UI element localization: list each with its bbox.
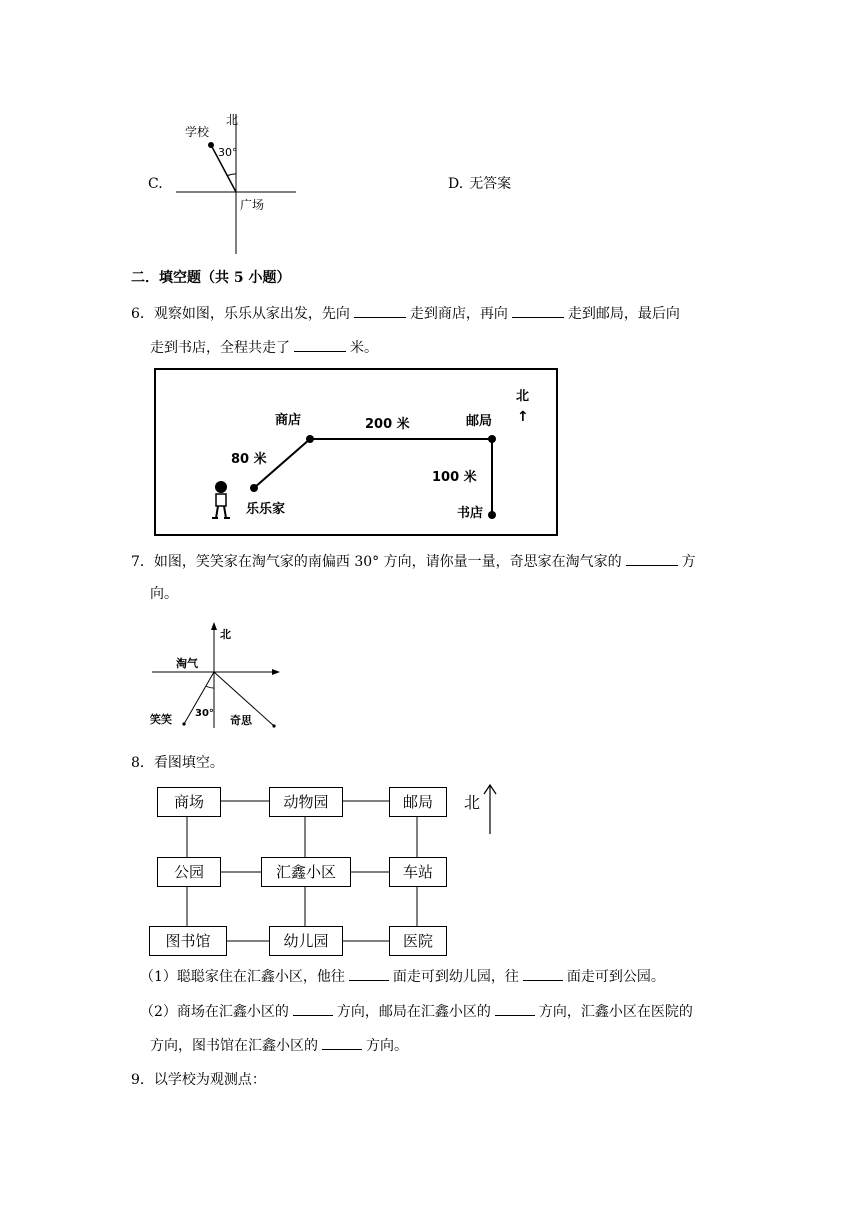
q6-text-3: 走到邮局，最后向 <box>567 306 680 322</box>
place-post-office: 邮局 <box>389 787 447 817</box>
place-kindergarten: 幼儿园 <box>269 926 343 956</box>
c-north-text: 北 <box>226 113 239 127</box>
q7-figure <box>148 620 284 732</box>
q7-blank-1[interactable] <box>626 551 678 566</box>
q6-shop-text: 商店 <box>275 413 302 428</box>
q7-angle-text: 30° <box>195 708 214 719</box>
q8-s2-blank-1[interactable] <box>293 1001 333 1016</box>
place-library: 图书馆 <box>149 926 227 956</box>
q6-north-text: 北 <box>516 389 530 404</box>
q8-s2-text-a: （2）商场在汇鑫小区的 <box>140 1004 289 1020</box>
q6-dist1-text: 200 米 <box>365 417 410 432</box>
c-square-text: 广场 <box>240 198 265 212</box>
q8-title: 8．看图填空。 <box>131 755 224 771</box>
q8-s1-blank-2[interactable] <box>523 966 563 981</box>
q8-s2-blank-2[interactable] <box>495 1001 535 1016</box>
option-d <box>448 174 511 194</box>
q6-figure <box>150 366 562 538</box>
q8-sub2-line2 <box>150 1035 408 1056</box>
q6-dist2-text: 80 米 <box>231 452 267 467</box>
q6-text-4: 走到书店，全程共走了 <box>150 340 290 356</box>
option-d-text: 无答案 <box>469 176 512 192</box>
option-c-figure <box>176 108 300 256</box>
q8-s2-text-e: 方向。 <box>366 1038 408 1054</box>
q8-sub1 <box>140 966 665 987</box>
q6-blank-3[interactable] <box>294 337 346 352</box>
q8-s2-text-b: 方向，邮局在汇鑫小区的 <box>336 1004 491 1020</box>
q7-qisi-text: 奇思 <box>230 714 252 727</box>
q6-text-2: 走到商店，再向 <box>409 306 508 322</box>
q6-home-text: 乐乐家 <box>246 502 286 517</box>
q6-text-1: 6．观察如图，乐乐从家出发，先向 <box>131 306 350 322</box>
c-angle-text: 30° <box>218 146 238 159</box>
place-zoo: 动物园 <box>269 787 343 817</box>
q6-dist3-text: 100 米 <box>432 470 477 485</box>
q8-s2-blank-3[interactable] <box>322 1035 362 1050</box>
q6-north-arrow: ↑ <box>517 409 529 425</box>
q6-bookstore-text: 书店 <box>457 506 484 521</box>
place-mall: 商场 <box>157 787 221 817</box>
q7-text-1: 7．如图，笑笑家在淘气家的南偏西 30° 方向，请你量一量，奇思家在淘气家的 <box>131 554 622 570</box>
child-icon <box>212 481 230 518</box>
place-park: 公园 <box>157 857 221 887</box>
c-school-text: 学校 <box>185 125 210 139</box>
q8-sub2-line1 <box>140 1001 693 1022</box>
q8-north-text: 北 <box>464 793 481 812</box>
place-hospital: 医院 <box>389 926 447 956</box>
place-huixin-community: 汇鑫小区 <box>261 857 351 887</box>
section-title: 二．填空题（共 5 小题） <box>131 270 291 286</box>
option-c-label: C. <box>148 176 163 192</box>
q6-line1 <box>131 303 680 324</box>
q7-text-3: 向。 <box>150 586 178 602</box>
q7-xiaoxiao-text: 笑笑 <box>150 713 172 726</box>
q6-post-text: 邮局 <box>466 414 493 429</box>
q6-line2 <box>150 337 378 358</box>
q8-s1-text-b: 面走可到幼儿园，往 <box>392 969 519 985</box>
q6-blank-2[interactable] <box>512 303 564 318</box>
q7-text-2: 方 <box>681 554 696 570</box>
q8-s2-text-d: 方向，图书馆在汇鑫小区的 <box>150 1038 318 1054</box>
q8-s1-text-a: （1）聪聪家住在汇鑫小区，他往 <box>140 969 345 985</box>
q7-line1 <box>131 551 696 572</box>
q8-s1-text-c: 面走可到公园。 <box>566 969 665 985</box>
q7-taoqi-text: 淘气 <box>176 657 198 670</box>
q6-blank-1[interactable] <box>354 303 406 318</box>
q8-s2-text-c: 方向，汇鑫小区在医院的 <box>538 1004 693 1020</box>
q6-text-5: 米。 <box>350 340 378 356</box>
q7-north-text: 北 <box>220 628 231 641</box>
q8-s1-blank-1[interactable] <box>349 966 389 981</box>
place-station: 车站 <box>389 857 447 887</box>
option-d-label: D. <box>448 176 464 192</box>
q9-title: 9．以学校为观测点： <box>131 1072 266 1088</box>
